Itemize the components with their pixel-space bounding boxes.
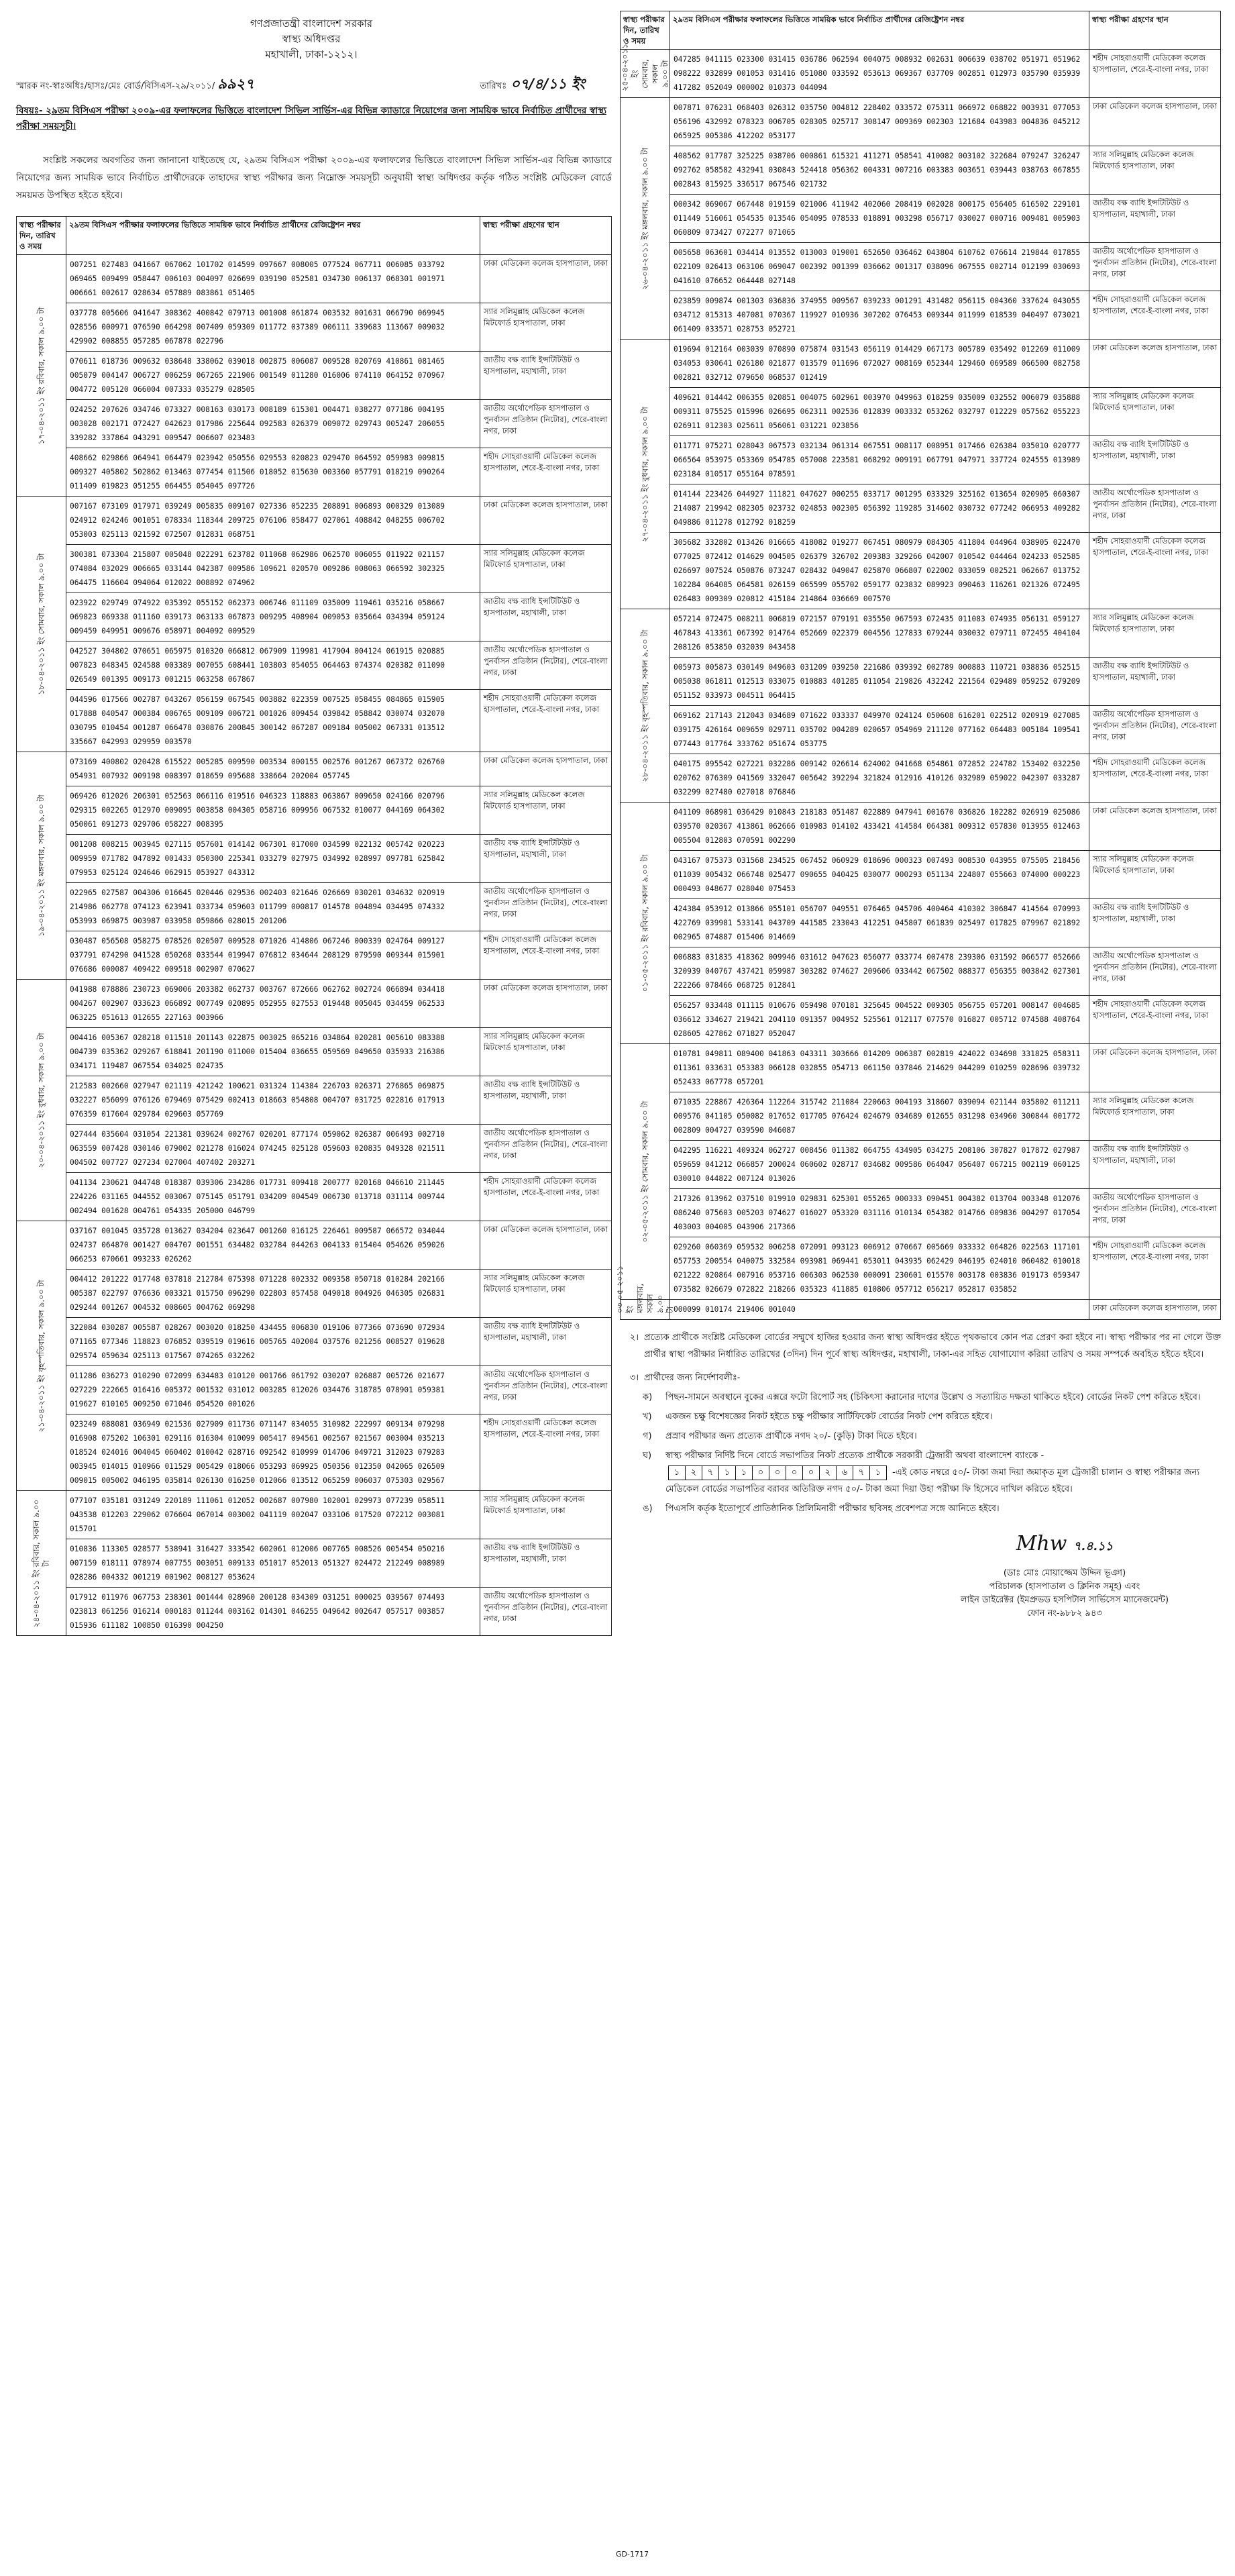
table-row xyxy=(621,98,1221,146)
exam-venue: ঢাকা মেডিকেল কলেজ হাসপাতাল, ঢাকা xyxy=(480,752,612,786)
table-row xyxy=(17,1366,612,1414)
exam-date: ২০-০৪-২০১১ ইং বুধবার, সকাল ৯.০০ টা xyxy=(36,1032,46,1168)
registration-numbers: 069162 217143 212043 034689 071622 033337 049970 024124 050608 616201 022512 020919 027085 039175 426164 009659 029711 035702 004289 020657 054969 211120 077162 064483 005184 109541 077443 017764 333762 051674 053775 xyxy=(670,706,1089,754)
signature-mark: Mhw xyxy=(1016,1532,1067,1555)
exam-venue: জাতীয় অর্থোপেডিক হাসপাতাল ও পুনর্বাসন প্রতিষ্ঠান (নিটোর), শেরে-বাংলা নগর, ঢাকা xyxy=(1089,706,1221,754)
registration-numbers: 007167 073109 017971 039249 005835 009107 027336 052235 208891 006893 000329 013089 024912 024246 001051 078334 118344 209725 076106 058477 027061 408842 048255 006702 053003 025113 021592 072507 012831 068751 xyxy=(66,497,480,545)
registration-numbers: 017912 011976 067753 238301 001444 028960 200128 034309 031251 000025 039567 074493 023813 061256 016214 000183 011244 003162 014301 046255 049642 002647 057517 003857 015936 611182 100850 016390 004250 xyxy=(66,1588,480,1636)
instruction-mark: ঘ) xyxy=(643,1451,652,1461)
registration-numbers: 043167 075373 031568 234525 067452 060929 018696 000323 007493 008530 043955 075505 218456 011039 005432 066748 025477 090655 040425 030077 000293 051134 224807 055663 074000 000223 000493 048677 028040 075453 xyxy=(670,851,1089,899)
table-row xyxy=(621,1189,1221,1237)
exam-venue: শহীদ সোহরাওয়ার্দী মেডিকেল কলেজ হাসপাতাল, শেরে-ই-বাংলা নগর, ঢাকা xyxy=(480,448,612,497)
exam-date: ২৬-০৪-২০১১ ইং মঙ্গলবার, সকাল ৯.০০ টা xyxy=(640,147,649,290)
registration-numbers: 000099 010174 219406 001040 xyxy=(670,1300,1089,1320)
registration-numbers: 007251 027483 041667 067062 101702 014599 097667 008005 077524 067711 006085 033792 069465 009499 058447 006103 004097 026699 039190 052581 034730 006137 068301 001971 006661 002617 028634 057889 083861 051405 xyxy=(66,255,480,303)
table-row xyxy=(621,996,1221,1044)
exam-venue: জাতীয় বক্ষ ব্যাধি ইন্সটিটিউট ও হাসপাতাল, মহাখালী, ঢাকা xyxy=(1089,436,1221,484)
right-column xyxy=(614,11,1221,1620)
registration-numbers: 022965 027587 004306 016645 020446 029536 002403 021646 026669 030201 034632 020919 214986 062778 074123 623941 033734 059603 011799 000817 014578 004894 034495 074332 053993 069875 003987 033958 059866 028015 201206 xyxy=(66,883,480,931)
instruction-item xyxy=(643,1447,1221,1498)
exam-venue: জাতীয় বক্ষ ব্যাধি ইন্সটিটিউট ও হাসপাতাল, মহাখালী, ঢাকা xyxy=(1089,195,1221,243)
exam-venue: শহীদ সোহরাওয়ার্দী মেডিকেল কলেজ হাসপাতাল, শেরে-ই-বাংলা নগর, ঢাকা xyxy=(480,1414,612,1491)
exam-venue: ঢাকা মেডিকেল কলেজ হাসপাতাল, ঢাকা xyxy=(1089,1300,1221,1320)
exam-venue: স্যার সলিমুল্লাহ মেডিকেল কলেজ মিটফোর্ড হাসপাতাল, ঢাকা xyxy=(1089,851,1221,899)
table-row xyxy=(17,752,612,786)
instruction-item xyxy=(643,1389,1221,1406)
table-row xyxy=(17,980,612,1028)
notes-section xyxy=(620,1329,1221,1517)
table-row xyxy=(621,50,1221,98)
registration-numbers: 069426 012026 206301 052563 066116 019516 046323 118883 063867 009650 024166 020796 029315 002265 012970 009095 003858 004305 058716 009956 067532 010077 044169 064302 050061 091273 029706 058227 008395 xyxy=(66,786,480,835)
registration-numbers: 029260 060369 059532 006258 072091 093123 006912 070667 005669 033332 064826 022563 117101 057753 200554 040075 332584 093981 069441 053011 043935 062429 046195 024010 060482 010018 021222 020864 007916 053716 006303 062530 000091 230601 015570 003178 003836 019173 059347 073582 026679 072822 218266 035323 411885 010806 057712 056217 052817 035852 xyxy=(670,1237,1089,1300)
date-cell xyxy=(17,1491,66,1636)
table-row xyxy=(17,400,612,448)
header-line-2: স্বাস্থ্য অধিদপ্তর xyxy=(282,33,341,45)
exam-venue: শহীদ সোহরাওয়ার্দী মেডিকেল কলেজ হাসপাতাল, শেরে-ই-বাংলা নগর, ঢাকা xyxy=(1089,754,1221,803)
registration-numbers: 408562 017787 325225 038706 000861 615321 411271 058541 410082 003102 322684 079247 326247 092762 058582 432941 030843 524418 056362 004331 007216 003383 003651 039443 038763 067855 002843 015925 336517 067546 021732 xyxy=(670,146,1089,195)
exam-venue: জাতীয় অর্থোপেডিক হাসপাতাল ও পুনর্বাসন প্রতিষ্ঠান (নিটোর), শেরে-বাংলা নগর, ঢাকা xyxy=(480,1366,612,1414)
date-cell xyxy=(620,43,670,98)
exam-date: ১৯-০৪-২০১১ ইং মঙ্গলবার, সকাল ৯.০০ টা xyxy=(36,794,46,937)
registration-numbers: 409621 014442 006355 020851 004075 602961 003970 049963 018259 035009 032552 006079 035888 009311 075525 015996 026695 062311 002536 012839 003332 053262 032797 012229 057562 055223 026911 012303 025611 056061 031221 023856 xyxy=(670,388,1089,436)
note-2 xyxy=(620,1329,1221,1363)
date-cell xyxy=(614,1265,675,1320)
registration-numbers: 007871 076231 068403 026312 035750 004812 228402 033572 075311 066972 068822 003931 077053 056196 432992 078323 006705 028305 025717 308147 009369 002303 121684 043983 004836 045212 065925 005386 412202 053177 xyxy=(670,98,1089,146)
registration-numbers: 071035 228867 426364 112264 315742 211084 220663 004193 318607 039094 021144 035802 011211 009576 041105 050082 017652 017705 076424 024679 034689 012655 031298 034960 300844 001772 002809 004727 039590 046087 xyxy=(670,1092,1089,1141)
registration-numbers: 077107 035181 031249 220189 111061 012052 002687 007980 102001 029973 077239 058511 043538 012203 229062 076604 067014 003002 041119 002047 033106 017520 072212 003081 015701 xyxy=(66,1491,480,1539)
registration-numbers: 041988 078886 230723 069006 203382 062737 003767 072666 062762 002724 066894 034418 004267 002907 033623 066892 007749 020895 052955 027553 019448 005045 034459 062533 063225 051613 012655 227163 003966 xyxy=(66,980,480,1028)
table-row xyxy=(17,1588,612,1636)
date-cell xyxy=(621,98,670,340)
exam-venue: শহীদ সোহরাওয়ার্দী মেডিকেল কলেজ হাসপাতাল, শেরে-ই-বাংলা নগর, ঢাকা xyxy=(1089,1237,1221,1300)
registration-numbers: 042295 116221 409324 062727 008456 011382 064755 434905 034275 208106 307827 017872 027987 059659 041212 066857 200024 060602 028717 034682 009586 064047 056407 067215 002119 060125 030010 044822 007124 013026 xyxy=(670,1141,1089,1189)
signatory-phone: ফোন নং-৯৮৮২ ৯৪৩ xyxy=(1027,1608,1102,1618)
date-cell xyxy=(17,752,66,980)
date-cell xyxy=(17,1221,66,1491)
exam-venue: জাতীয় বক্ষ ব্যাধি ইন্সটিটিউট ও হাসপাতাল, মহাখালী, ঢাকা xyxy=(480,593,612,641)
intro-paragraph: সংশ্লিষ্ট সকলের অবগতির জন্য জানানো যাইতেছে যে, ২৯তম বিসিএস পরীক্ষা ২০০৯-এর ফলাফলের ভিত্তিতে বাংলাদেশ সিভিল সার্ভিস-এর বিভিন্ন ক্যাডারে নিয়োগের জন্য সাময়িক ভাবে নির্বাচিত প্রার্থীদেরকে তাহাদের স্বাস্থ্য পরীক্ষার জন্য নিম্নোক্ত সময়সূচী অনুযায়ী স্বাস্থ্য অধিদপ্তর কর্তৃক গঠিত সংশ্লিষ্ট মেডিকেল বোর্ডে সময়মত উপস্থিত হইতে হইবে। xyxy=(16,155,612,201)
code-digit: ০ xyxy=(803,1466,820,1480)
registration-numbers: 037167 001045 035728 013627 034204 023647 001260 016125 226461 009587 066572 034044 024737 064870 001427 004707 001551 634482 032784 044263 004133 015404 054626 059026 066253 070661 093233 026262 xyxy=(66,1221,480,1270)
registration-numbers: 010781 049811 089400 041863 043311 303666 014209 006387 002819 424022 034698 331825 058311 011361 033631 053383 066128 032855 054713 061150 037846 214629 044209 010259 028696 039732 052433 067778 057201 xyxy=(670,1044,1089,1092)
instruction-text-after: -এই কোড নম্বরে ৫০/- টাকা জমা দিয়া জমাকৃত মূল ট্রেজারী চালান ও স্বাস্থ্য পরীক্ষার জন্য মেডিকেল বোর্ডের সভাপতির বরাবর অতিরিক্ত নগদ ৫০/- টাকা জমা দিয়া উহা পরীক্ষা ফি হিসেবে দাখিল করিতে হইবে। xyxy=(665,1467,1200,1494)
exam-date: ০১-০৫-২০১১ ইং রবিবার, সকাল ৯.০০ টা xyxy=(640,854,649,992)
memo-label: স্মারক নং-স্বাঃঅধিঃ/হাসঃ/মেঃ বোর্ড/বিসিএস-২৯/২০১১/ xyxy=(16,81,215,91)
table-row xyxy=(621,1044,1221,1092)
table-row xyxy=(17,1221,612,1270)
registration-numbers: 424384 053912 013866 055101 056707 049551 076465 045706 400464 410302 306847 414564 070993 422769 039981 533141 043709 441585 233043 412251 045807 061839 025497 017825 079967 021892 002965 074887 015406 014669 xyxy=(670,899,1089,947)
table-row xyxy=(621,851,1221,899)
registration-numbers: 005973 005873 030149 049603 031209 039250 221686 039392 002789 000883 110721 038836 052515 005038 061811 012513 033075 010883 401285 011054 219826 432242 221564 029489 059252 079209 051152 033973 004511 064415 xyxy=(670,658,1089,706)
exam-venue: স্যার সলিমুল্লাহ মেডিকেল কলেজ মিটফোর্ড হাসপাতাল, ঢাকা xyxy=(480,786,612,835)
code-digit: ১ xyxy=(875,1467,881,1478)
signatory-title-1: পরিচালক (হাসপাতাল ও ক্লিনিক সমূহ) এবং xyxy=(989,1582,1140,1592)
registration-numbers: 024252 207626 034746 073327 008163 030173 008189 615301 004471 038277 077186 004195 003028 002171 072427 042623 017986 225644 092583 026379 009072 029743 005247 206055 339282 337864 043291 009547 006607 023483 xyxy=(66,400,480,448)
exam-venue: স্যার সলিমুল্লাহ মেডিকেল কলেজ মিটফোর্ড হাসপাতাল, ঢাকা xyxy=(480,1491,612,1539)
exam-venue: জাতীয় অর্থোপেডিক হাসপাতাল ও পুনর্বাসন প্রতিষ্ঠান (নিটোর), শেরে-বাংলা নগর, ঢাকা xyxy=(1089,484,1221,533)
table-row xyxy=(17,641,612,690)
header-date-column: স্বাস্থ্য পরীক্ষার দিন, তারিখ ও সময় xyxy=(621,11,670,50)
registration-numbers: 047285 041115 023300 031415 036786 062594 004075 008932 002631 006639 038702 051971 051962 098222 032899 001053 031416 051080 033592 053613 069367 037709 002851 012973 035790 035939 417282 052049 000002 010373 044094 xyxy=(670,50,1089,98)
date-cell xyxy=(621,340,670,609)
exam-venue: জাতীয় অর্থোপেডিক হাসপাতাল ও পুনর্বাসন প্রতিষ্ঠান (নিটোর), শেরে-বাংলা নগর, ঢাকা xyxy=(480,883,612,931)
registration-numbers: 408662 029866 064941 064479 023942 050556 029553 020823 029470 064592 059983 009815 009327 405802 502862 013463 077454 011506 018052 015630 003360 057791 018219 090264 011409 019823 051255 064455 054045 097726 xyxy=(66,448,480,497)
schedule-table-right xyxy=(614,11,1221,1320)
note-2-text: প্রত্যেক প্রার্থীকে সংশ্লিষ্ট মেডিকেল বোর্ডের সম্মুখে হাজির হওয়ার জন্য স্বাস্থ্য অধিদপ্তর হইতে পৃথকভাবে কোন পত্র প্রেরণ করা হইবে না। স্বাস্থ্য পরীক্ষার পর না গেলে উক্ত প্রার্থীর স্বাস্থ্য পরীক্ষার নির্ধারিত তারিখের (৩দিন) দিন পূর্বে স্বাস্থ্য অধিদপ্তর, মহাখালী, ঢাকা-এর সহিত যোগাযোগ করিয়া তারিখ ও সময় সম্পর্কে অবহিত হইতে হইবে। xyxy=(644,1333,1221,1359)
exam-venue: জাতীয় বক্ষ ব্যাধি ইন্সটিটিউট ও হাসপাতাল, মহাখালী, ঢাকা xyxy=(480,1539,612,1588)
exam-venue: জাতীয় অর্থোপেডিক হাসপাতাল ও পুনর্বাসন প্রতিষ্ঠান (নিটোর), শেরে-বাংলা নগর, ঢাকা xyxy=(1089,1189,1221,1237)
exam-venue: শহীদ সোহরাওয়ার্দী মেডিকেল কলেজ হাসপাতাল, শেরে-ই-বাংলা নগর, ঢাকা xyxy=(1089,50,1221,98)
exam-venue: শহীদ সোহরাওয়ার্দী মেডিকেল কলেজ হাসপাতাল, শেরে-ই-বাংলা নগর, ঢাকা xyxy=(480,690,612,752)
instruction-mark: খ) xyxy=(643,1412,652,1422)
registration-numbers: 042527 304802 070651 065975 010320 066812 067909 119981 417904 004124 061915 020885 007823 048345 024588 003389 007055 608441 103803 054055 064463 074374 020382 011090 026549 001395 009173 001215 063258 067867 xyxy=(66,641,480,690)
instruction-item xyxy=(643,1500,1221,1517)
registration-numbers: 023859 009874 001303 036836 374955 009567 039233 001291 431482 056115 004360 337624 043055 034712 015313 407081 070367 119927 010936 307202 076453 009344 011999 018539 040497 073021 061409 033571 028753 052721 xyxy=(670,291,1089,340)
table-row xyxy=(17,1028,612,1076)
table-row xyxy=(621,533,1221,609)
table-row xyxy=(621,388,1221,436)
date-cell xyxy=(17,255,66,497)
table-row xyxy=(17,255,612,303)
table-row xyxy=(621,1300,1221,1320)
exam-date: ১৮-০৪-২০১১ ইং সোমবার, সকাল ৯.০০ টা xyxy=(36,553,46,695)
registration-numbers: 041134 230621 044748 018387 039306 234286 017731 009418 200777 020168 046610 211445 224226 031165 044552 003067 075145 051791 034209 004549 006730 013718 031114 009744 002494 001628 004761 054335 205000 046799 xyxy=(66,1173,480,1221)
code-digit: ১ xyxy=(736,1466,753,1480)
header-place-column: স্বাস্থ্য পরীক্ষা গ্রহণের স্থান xyxy=(480,217,612,255)
registration-numbers: 057214 072475 008211 006819 072157 079191 035550 067593 072435 011083 074935 056131 059127 467843 413361 067392 014764 052669 022379 004556 127833 079244 030032 079711 072455 404104 208126 053850 032039 043458 xyxy=(670,609,1089,658)
registration-numbers: 212583 002660 027947 021119 421242 100621 031324 114384 226703 026371 276865 069875 032227 056099 076126 079469 075429 002413 018663 054808 004707 031725 022816 017913 076359 017604 029784 029603 057769 xyxy=(66,1076,480,1125)
header-numbers-column: ২৯তম বিসিএস পরীক্ষার ফলাফলের ভিত্তিতে সাময়িক ভাবে নির্বাচিত প্রার্থীদের রেজিষ্ট্রেশন নম্বর xyxy=(670,11,1089,50)
table-row xyxy=(621,609,1221,658)
date-cell xyxy=(621,1044,670,1300)
table-row xyxy=(621,899,1221,947)
exam-date: ২৭-০৪-২০১১ ইং বুধবার, সকাল ৯.০০ টা xyxy=(640,406,649,542)
table-row xyxy=(621,340,1221,388)
registration-numbers: 073169 400802 020428 615522 005285 009590 003534 000155 002576 001267 067372 026760 054931 007932 009198 008397 018659 095688 338664 202004 057745 xyxy=(66,752,480,786)
exam-venue: স্যার সলিমুল্লাহ মেডিকেল কলেজ মিটফোর্ড হাসপাতাল, ঢাকা xyxy=(480,1028,612,1076)
instruction-text xyxy=(665,1447,1221,1498)
exam-venue: ঢাকা মেডিকেল কলেজ হাসপাতাল, ঢাকা xyxy=(1089,1044,1221,1092)
table-row xyxy=(17,1125,612,1173)
registration-numbers: 023922 029749 074922 035392 055152 062373 006746 011109 035009 119461 035216 058667 069823 069338 011160 039173 063133 067873 009295 408904 009053 035664 034394 059124 009459 049951 009676 058971 004092 009529 xyxy=(66,593,480,641)
exam-date: ২৪-০৪-২০১১ ইং রবিবার, সকাল ৯.০০ টা xyxy=(31,1499,51,1627)
exam-venue: স্যার সলিমুল্লাহ মেডিকেল কলেজ মিটফোর্ড হাসপাতাল, ঢাকা xyxy=(1089,1092,1221,1141)
memo-date: ০৭/৪/১১ ইং xyxy=(511,76,585,92)
table-row xyxy=(621,706,1221,754)
government-header xyxy=(137,16,486,62)
exam-venue: জাতীয় অর্থোপেডিক হাসপাতাল ও পুনর্বাসন প্রতিষ্ঠান (নিটোর), শেরে-বাংলা নগর, ঢাকা xyxy=(480,1125,612,1173)
code-digit: ১ xyxy=(669,1466,686,1480)
table-row xyxy=(17,448,612,497)
signature-block xyxy=(908,1532,1221,1620)
table-row xyxy=(621,947,1221,996)
note-3-text: প্রার্থীদের জন্য নির্দেশাবলীঃ- xyxy=(644,1373,741,1383)
table-row xyxy=(17,1318,612,1366)
registration-numbers: 004412 201222 017748 037818 212784 075398 071228 002332 009358 050718 010284 202166 005387 022797 076636 003321 015750 096290 022803 057458 049018 004926 046305 026831 029244 001267 004532 008605 004762 069298 xyxy=(66,1270,480,1318)
subject-line: বিষয়ঃ- ২৯তম বিসিএস পরীক্ষা ২০০৯-এর ফলাফলের ভিত্তিতে বাংলাদেশ সিভিল সার্ভিস-এর বিভিন্ন ক্যাডারে নিয়োগের জন্য সাময়িক ভাবে নির্বাচিত প্রার্থীদের স্বাস্থ্য পরীক্ষা সময়সূচী। xyxy=(16,105,607,132)
instruction-mark: ঙ) xyxy=(643,1504,653,1514)
code-digit: ৬ xyxy=(837,1466,853,1480)
table-row xyxy=(17,786,612,835)
registration-numbers: 070611 018736 009632 038648 338062 039018 002875 006087 009528 020769 410861 081465 005079 004147 006727 006259 067265 221906 001549 011280 016006 074110 064152 070967 004772 005120 066004 007333 035279 028505 xyxy=(66,352,480,400)
code-digit: ১ xyxy=(719,1466,736,1480)
registration-numbers: 001208 008215 003945 027115 057601 014142 067301 017000 034599 022132 005742 020223 009959 071782 047892 001433 050300 225341 033279 027975 034992 028997 097781 625842 079953 025124 024646 062915 053927 043312 xyxy=(66,835,480,883)
exam-date: ২১-০৪-২০১১ ইং বৃহস্পতিবার, সকাল ৯.০০ টা xyxy=(36,1279,46,1433)
registration-numbers: 011286 036273 010290 072099 634483 010120 001766 061792 030207 026887 005726 021677 027229 222665 016416 005372 001532 031012 003285 012026 034476 318785 078901 059381 019627 010105 009250 071046 054520 001026 xyxy=(66,1366,480,1414)
exam-date: ০৩-০৫-২০১১ ইং মঙ্গলবার, সকাল ৯.০০ টা xyxy=(614,1265,675,1313)
registration-numbers: 010836 113305 028577 538941 316427 333542 602061 012006 007765 008526 005454 050216 007159 018111 078974 007755 003051 009133 051017 052013 051327 024472 212249 008989 028286 004332 001219 001902 008127 053624 xyxy=(66,1539,480,1588)
registration-numbers: 019694 012164 003039 070890 075874 031543 056119 014429 067173 005789 035492 012269 011009 034053 030641 026180 021877 013579 011696 072027 008169 052344 129460 069589 066500 082758 002821 032712 079650 068537 012419 xyxy=(670,340,1089,388)
left-column xyxy=(16,16,612,1636)
table-row xyxy=(621,243,1221,291)
code-digit: ০ xyxy=(753,1466,769,1480)
table-row xyxy=(17,690,612,752)
table-row xyxy=(17,1414,612,1491)
table-row xyxy=(17,1491,612,1539)
exam-venue: শহীদ সোহরাওয়ার্দী মেডিকেল কলেজ হাসপাতাল, শেরে-ই-বাংলা নগর, ঢাকা xyxy=(480,931,612,980)
treasury-code-boxes xyxy=(668,1465,887,1480)
instruction-text-before: স্বাস্থ্য পরীক্ষার নির্দিষ্ট দিনে বোর্ডে সভাপতির নিকট প্রত্যেক প্রার্থীকে সরকারী ট্রেজারী অথবা বাংলাদেশ ব্যাংকে - xyxy=(665,1451,1044,1461)
exam-venue: ঢাকা মেডিকেল কলেজ হাসপাতাল, ঢাকা xyxy=(480,255,612,303)
table-row xyxy=(17,1076,612,1125)
instruction-item xyxy=(643,1428,1221,1445)
table-row xyxy=(17,1173,612,1221)
table-row xyxy=(17,593,612,641)
exam-venue: জাতীয় অর্থোপেডিক হাসপাতাল ও পুনর্বাসন প্রতিষ্ঠান (নিটোর), শেরে-বাংলা নগর, ঢাকা xyxy=(480,641,612,690)
exam-venue: ঢাকা মেডিকেল কলেজ হাসপাতাল, ঢাকা xyxy=(480,497,612,545)
code-digit: ৭ xyxy=(702,1466,719,1480)
header-place-column: স্বাস্থ্য পরীক্ষা গ্রহণের স্থান xyxy=(1089,11,1221,50)
date-cell xyxy=(621,803,670,1044)
table-row xyxy=(621,146,1221,195)
date-cell xyxy=(17,980,66,1221)
table-row xyxy=(17,352,612,400)
exam-venue: স্যার সলিমুল্লাহ মেডিকেল কলেজ মিটফোর্ড হাসপাতাল, ঢাকা xyxy=(1089,146,1221,195)
table-row xyxy=(621,658,1221,706)
exam-venue: স্যার সলিমুল্লাহ মেডিকেল কলেজ মিটফোর্ড হাসপাতাল, ঢাকা xyxy=(480,545,612,593)
instruction-item xyxy=(643,1408,1221,1425)
date-cell xyxy=(621,609,670,803)
header-line-3: মহাখালী, ঢাকা-১২১২। xyxy=(265,48,358,60)
exam-venue: জাতীয় অর্থোপেডিক হাসপাতাল ও পুনর্বাসন প্রতিষ্ঠান (নিটোর), শেরে-বাংলা নগর, ঢাকা xyxy=(1089,947,1221,996)
date-cell xyxy=(17,497,66,752)
registration-numbers: 004416 005367 028218 011518 201143 022875 003025 065216 034864 020281 005610 083388 004739 035362 029267 618841 201190 011000 015404 036655 059569 049650 035933 216386 034171 119487 067554 034025 024735 xyxy=(66,1028,480,1076)
exam-venue: স্যার সলিমুল্লাহ মেডিকেল কলেজ মিটফোর্ড হাসপাতাল, ঢাকা xyxy=(480,303,612,352)
exam-venue: জাতীয় বক্ষ ব্যাধি ইন্সটিটিউট ও হাসপাতাল, মহাখালী, ঢাকা xyxy=(480,835,612,883)
instruction-text: প্রস্রাব পরীক্ষার জন্য প্রত্যেক প্রার্থীকে নগদ ২০/- (কুড়ি) টাকা দিতে হইবে। xyxy=(665,1431,917,1441)
footer-code: GD-1717 xyxy=(616,2550,649,2559)
code-digit: ২ xyxy=(686,1466,702,1480)
table-row xyxy=(621,1141,1221,1189)
exam-venue: ঢাকা মেডিকেল কলেজ হাসপাতাল, ঢাকা xyxy=(480,1221,612,1270)
registration-numbers: 037778 005606 041647 308362 400842 079713 001008 061874 003532 001631 066790 069945 028556 000971 076590 064298 007409 059309 011772 037389 006111 339683 113667 009032 429902 008855 057285 067878 022796 xyxy=(66,303,480,352)
code-digit: ০ xyxy=(769,1466,786,1480)
exam-venue: জাতীয় বক্ষ ব্যাধি ইন্সটিটিউট ও হাসপাতাল, মহাখালী, ঢাকা xyxy=(1089,658,1221,706)
exam-venue: জাতীয় অর্থোপেডিক হাসপাতাল ও পুনর্বাসন প্রতিষ্ঠান (নিটোর), শেরে-বাংলা নগর, ঢাকা xyxy=(1089,243,1221,291)
memo-row xyxy=(16,73,612,97)
registration-numbers: 011771 075271 028043 067573 032134 061314 067551 008117 008951 017466 026384 035010 020777 066564 053975 053369 054785 057008 223581 068292 009191 067791 047971 337724 024555 013989 023184 010517 055164 078591 xyxy=(670,436,1089,484)
exam-venue: ঢাকা মেডিকেল কলেজ হাসপাতাল, ঢাকা xyxy=(1089,803,1221,851)
signature-date: ৭.৪.১১ xyxy=(1073,1539,1114,1553)
registration-numbers: 056257 033448 011115 010676 059498 070181 325645 004522 009305 056755 057201 008147 004685 036612 334627 219421 204110 091357 004952 525561 012117 077570 016827 005712 074588 408764 028605 427862 071827 052047 xyxy=(670,996,1089,1044)
table-row xyxy=(621,195,1221,243)
code-digit: ০ xyxy=(786,1466,803,1480)
instruction-text: পিছন-সামনে অবস্থানে বুকের এক্সরে ফটো রিপোর্ট সহ (চিকিৎসা করানোর দাগের উল্লেখ ও সত্যায়িত দক্ষতা থাকিতে হইবে) বোর্ডের নিকট পেশ করিতে হইবে। xyxy=(665,1392,1201,1402)
schedule-table-left xyxy=(16,216,612,1636)
exam-venue: জাতীয় বক্ষ ব্যাধি ইন্সটিটিউট ও হাসপাতাল, মহাখালী, ঢাকা xyxy=(480,352,612,400)
exam-venue: স্যার সলিমুল্লাহ মেডিকেল কলেজ মিটফোর্ড হাসপাতাল, ঢাকা xyxy=(480,1270,612,1318)
exam-venue: স্যার সলিমুল্লাহ মেডিকেল কলেজ মিটফোর্ড হাসপাতাল, ঢাকা xyxy=(1089,388,1221,436)
header-line-1: গণপ্রজাতন্ত্রী বাংলাদেশ সরকার xyxy=(250,17,373,30)
table-row xyxy=(17,303,612,352)
table-row xyxy=(621,436,1221,484)
exam-date: ২৫-০৪-২০১১ ইং সোমবার, সকাল ৯.০০ টা xyxy=(620,43,669,91)
instruction-text: একজন চক্ষু বিশেষজ্ঞের নিকট হইতে চক্ষু পরীক্ষার সার্টিফিকেট বোর্ডের নিকট পেশ করিতে হইবে। xyxy=(665,1412,993,1422)
header-numbers-column: ২৯তম বিসিএস পরীক্ষার ফলাফলের ভিত্তিতে সাময়িক ভাবে নির্বাচিত প্রার্থীদের রেজিষ্ট্রেশন নম্বর xyxy=(66,217,480,255)
exam-venue: শহীদ সোহরাওয়ার্দী মেডিকেল কলেজ হাসপাতাল, শেরে-ই-বাংলা নগর, ঢাকা xyxy=(1089,533,1221,609)
registration-numbers: 014144 223426 044927 111821 047627 000255 033717 001295 033329 325162 013654 020905 060307 214087 219942 082305 023732 024853 002305 056392 119285 314602 030732 077242 066953 409282 049886 011278 012792 018259 xyxy=(670,484,1089,533)
table-row xyxy=(17,931,612,980)
table-row xyxy=(17,1539,612,1588)
memo-number: ৯৯২৭ xyxy=(217,76,254,92)
exam-venue: জাতীয় অর্থোপেডিক হাসপাতাল ও পুনর্বাসন প্রতিষ্ঠান (নিটোর), শেরে-বাংলা নগর, ঢাকা xyxy=(480,1588,612,1636)
note-3-number: ৩। xyxy=(629,1373,639,1383)
registration-numbers: 005658 063601 034414 013552 013003 019001 652650 036462 043804 610762 076614 219844 017855 022109 026413 063106 069047 002392 001399 036662 001317 038096 067555 002714 012199 030693 041610 076652 064448 027148 xyxy=(670,243,1089,291)
registration-numbers: 305682 332802 013426 016665 418082 019277 067451 080979 084305 411804 044964 038905 022470 077025 072412 014629 004505 026379 326702 209383 329266 042007 010542 044464 024233 052585 026697 007524 050876 073247 028432 049047 025870 066807 022002 033059 002521 062667 013752 102284 064085 064581 026159 065599 055702 059177 023832 089923 090463 116261 021326 072495 026483 009309 020812 415184 214864 036669 007570 xyxy=(670,533,1089,609)
signatory-name: (ডাঃ মোঃ মোয়াজ্জেম উদ্দিন ভূঞা) xyxy=(1003,1568,1126,1578)
registration-numbers: 023249 088081 036949 021536 027909 011736 071147 034055 310982 222997 009134 079298 016908 075202 106301 029116 016304 010099 005417 094561 002567 021567 003004 035213 018524 024016 004045 060402 010042 028716 092542 010999 014706 049721 312023 079283 003945 014015 010966 011529 005429 018066 053293 069925 050356 012350 042065 026509 009015 005002 046195 035814 026130 016250 012066 013512 065259 006037 075303 029567 xyxy=(66,1414,480,1491)
table-row xyxy=(621,1237,1221,1300)
exam-venue: শহীদ সোহরাওয়ার্দী মেডিকেল কলেজ হাসপাতাল, শেরে-ই-বাংলা নগর, ঢাকা xyxy=(1089,996,1221,1044)
registration-numbers: 006883 031835 418362 009946 031612 047623 056077 033774 007478 239306 031592 066577 052666 320939 040767 437421 059987 303282 074627 209606 033442 067502 088377 056355 003842 027301 222266 078466 068725 012841 xyxy=(670,947,1089,996)
memo-date-label: তারিখঃ xyxy=(480,81,507,91)
table-row xyxy=(621,484,1221,533)
signatory-title-2: লাইন ডাইরেক্টর (ইমপ্রুভড হসপিটাল সার্ভিসেস ম্যানেজমেন্ট) xyxy=(960,1595,1169,1605)
exam-date: ১৭-০৪-২০১১ ইং রবিবার, সকাল ৯.০০ টা xyxy=(36,307,46,444)
header-date-column: স্বাস্থ্য পরীক্ষার দিন, তারিখ ও সময় xyxy=(17,217,66,255)
instruction-mark: গ) xyxy=(643,1431,652,1441)
instruction-mark: ক) xyxy=(643,1392,653,1402)
exam-date: ২৮-০৪-২০১১ ইং বৃহস্পতিবার, সকাল ৯.০০ টা xyxy=(640,629,649,782)
exam-venue: জাতীয় বক্ষ ব্যাধি ইন্সটিটিউট ও হাসপাতাল, মহাখালী, ঢাকা xyxy=(480,1318,612,1366)
registration-numbers: 041109 068901 036429 010843 218183 051487 022889 047941 001670 036826 102282 026919 025086 039570 020367 413861 062666 010983 014102 433421 414584 064381 009312 057830 013955 012463 005504 012803 070591 002290 xyxy=(670,803,1089,851)
table-row xyxy=(17,497,612,545)
exam-venue: ঢাকা মেডিকেল কলেজ হাসপাতাল, ঢাকা xyxy=(1089,340,1221,388)
note-2-number: ২। xyxy=(629,1333,639,1343)
exam-date: ০২-০৫-২০১১ ইং সোমবার, সকাল ৯.০০ টা xyxy=(640,1100,649,1243)
registration-numbers: 040175 095542 027221 032286 009142 026614 624002 041668 054861 072852 224782 153402 032250 020762 076309 041569 332047 005642 392294 321824 012916 410126 032989 059022 042307 033287 032299 027480 027018 076846 xyxy=(670,754,1089,803)
code-digit: ৭ xyxy=(853,1466,870,1480)
exam-venue: ঢাকা মেডিকেল কলেজ হাসপাতাল, ঢাকা xyxy=(1089,98,1221,146)
table-row xyxy=(621,291,1221,340)
code-digit: ২ xyxy=(820,1466,837,1480)
table-row xyxy=(621,803,1221,851)
registration-numbers: 027444 035604 031054 221381 039624 002767 020201 077174 059062 026387 006493 002710 063559 007428 030146 079002 021278 016024 074245 025128 059603 020835 049328 021511 004502 007727 027234 027004 407402 203271 xyxy=(66,1125,480,1173)
table-row xyxy=(621,754,1221,803)
table-row xyxy=(621,1092,1221,1141)
signature xyxy=(908,1532,1221,1567)
table-row xyxy=(17,835,612,883)
note-3 xyxy=(620,1370,1221,1386)
table-row xyxy=(17,1270,612,1318)
exam-venue: শহীদ সোহরাওয়ার্দী মেডিকেল কলেজ হাসপাতাল, শেরে-ই-বাংলা নগর, ঢাকা xyxy=(480,1173,612,1221)
exam-venue: ঢাকা মেডিকেল কলেজ হাসপাতাল, ঢাকা xyxy=(480,980,612,1028)
exam-venue: স্যার সলিমুল্লাহ মেডিকেল কলেজ মিটফোর্ড হাসপাতাল, ঢাকা xyxy=(1089,609,1221,658)
registration-numbers: 044596 017566 002787 043267 056159 067545 003882 022359 007525 058455 084865 015905 017888 040547 000384 006765 009109 006721 001026 009454 039842 058842 030074 032070 030795 010454 001287 066478 030876 200845 300142 067287 009184 005002 067331 013512 335667 042993 029959 003570 xyxy=(66,690,480,752)
registration-numbers: 300381 073304 215807 005048 022291 623782 011068 062986 062570 006055 011922 021157 074084 032029 006665 033144 042387 009586 109621 020570 009286 008063 066592 302325 064475 116604 094064 012022 008892 074962 xyxy=(66,545,480,593)
exam-venue: জাতীয় বক্ষ ব্যাধি ইন্সটিটিউট ও হাসপাতাল, মহাখালী, ঢাকা xyxy=(1089,1141,1221,1189)
exam-venue: শহীদ সোহরাওয়ার্দী মেডিকেল কলেজ হাসপাতাল, শেরে-ই-বাংলা নগর, ঢাকা xyxy=(1089,291,1221,340)
exam-venue: জাতীয় বক্ষ ব্যাধি ইন্সটিটিউট ও হাসপাতাল, মহাখালী, ঢাকা xyxy=(1089,899,1221,947)
exam-venue: জাতীয় বক্ষ ব্যাধি ইন্সটিটিউট ও হাসপাতাল, মহাখালী, ঢাকা xyxy=(480,1076,612,1125)
registration-numbers: 000342 069067 067448 019159 021006 411942 402060 208419 002028 000175 056405 616502 229101 011449 516061 054535 013546 054095 078533 018891 003298 056717 030027 000716 009481 005903 060809 073427 072277 071065 xyxy=(670,195,1089,243)
table-row xyxy=(17,545,612,593)
instruction-text: পিএসসি কর্তৃক ইতোপূর্বে প্রাতিষ্ঠানিক প্রিলিমিনারী পরীক্ষার ছবিসহ প্রবেশপত্র সঙ্গে আনিতে হইবে। xyxy=(665,1504,1000,1514)
exam-venue: জাতীয় অর্থোপেডিক হাসপাতাল ও পুনর্বাসন প্রতিষ্ঠান (নিটোর), শেরে-বাংলা নগর, ঢাকা xyxy=(480,400,612,448)
registration-numbers: 322084 030287 005587 028267 003020 018250 434455 006830 019106 077366 073690 072934 071165 077346 118823 076852 039519 019616 005765 402004 037576 021256 008527 019628 029574 059634 025113 017567 074265 032262 xyxy=(66,1318,480,1366)
registration-numbers: 030487 056508 058275 078526 020507 009528 071026 414806 067246 000339 024764 009127 037791 074290 041528 050268 033544 019947 076812 034644 208129 079590 009344 015901 076686 000087 409422 009518 002907 070627 xyxy=(66,931,480,980)
table-row xyxy=(17,883,612,931)
registration-numbers: 217326 013962 037510 019910 029831 625301 055265 000333 090451 004382 013704 003348 012076 086240 075603 005203 074627 016027 053320 031116 010134 054382 014766 009836 004297 017054 403003 004005 043906 217366 xyxy=(670,1189,1089,1237)
